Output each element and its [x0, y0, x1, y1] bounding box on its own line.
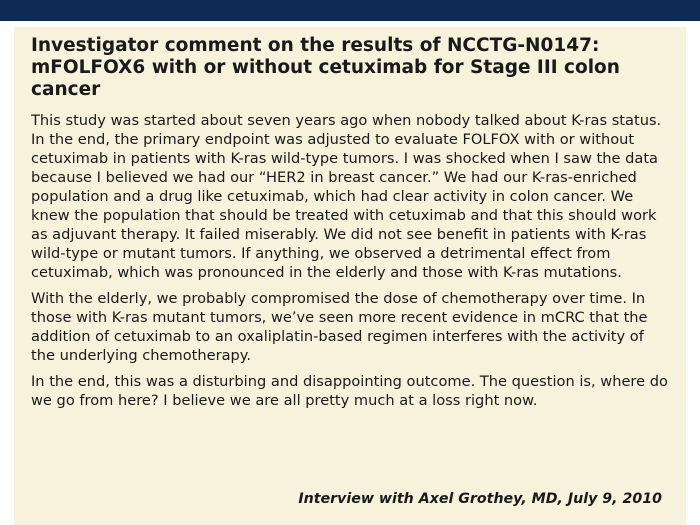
title-line-1: Investigator comment on the results of NCCTG-N0147:: [31, 35, 600, 56]
paragraph-3: In the end, this was a disturbing and disappointing outcome. The question is, where do we go from here? I believe we are all pretty much at a loss right now.: [31, 373, 668, 409]
paragraph-2: With the elderly, we probably compromised the dose of chemotherapy over time. In those with K-ras mutant tumors, we’ve seen more recent evidence in mCRC that the addition of cetuximab to an oxaliplatin-based regimen interferes with the activity of the underlying chemotherapy.: [31, 290, 648, 364]
header-bar: [0, 0, 700, 21]
content-panel: [14, 27, 686, 525]
slide-title: [31, 35, 670, 101]
title-line-2: mFOLFOX6 with or without cetuximab for Stage III colon cancer: [31, 57, 620, 100]
citation: Interview with Axel Grothey, MD, July 9, 2010: [298, 491, 662, 507]
paragraph-1: This study was started about seven years ago when nobody talked about K-ras status. In the end, the primary endpoint was adjusted to evaluate FOLFOX with or without cetuximab in patients with K-ras wild-type tumors. I was shocked when I saw the data because I believed we had our “HER2 in breast cancer.” We had our K-ras-enriched population and a drug like cetuximab, which had clear activity in colon cancer. We knew the population that should be treated with cetuximab and that this should work as adjuvant therapy. It failed miserably. We did not see benefit in patients with K-ras wild-type or mutant tumors. If anything, we observed a detrimental effect from cetuximab, which was pronounced in the elderly and those with K-ras mutations.: [31, 112, 662, 281]
